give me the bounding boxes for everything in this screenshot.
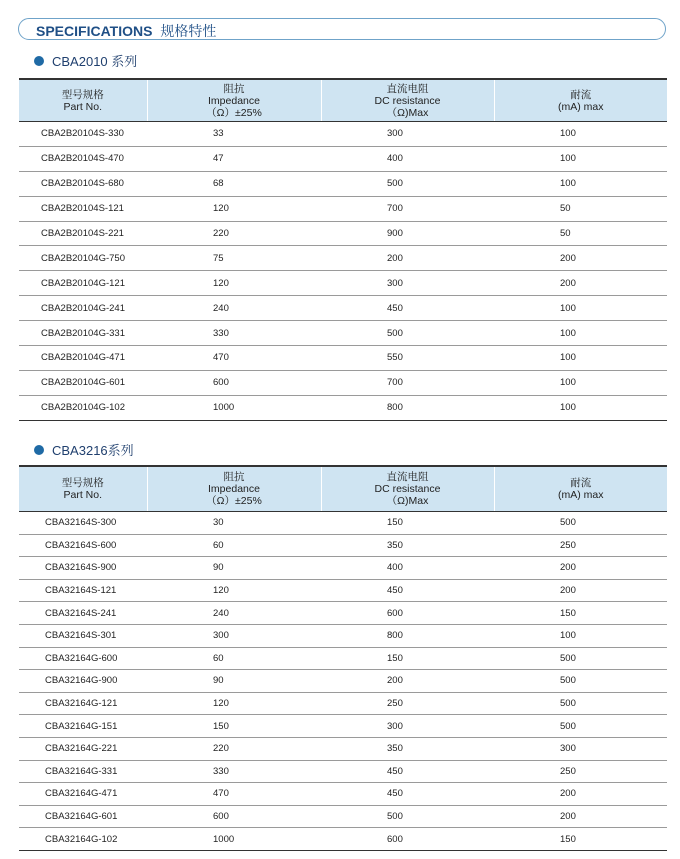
rated-current-cell: 100 (494, 296, 667, 321)
table-row (19, 122, 667, 147)
part-no-cell: CBA2B20104S-121 (19, 196, 147, 221)
impedance-cell: 47 (147, 146, 321, 171)
impedance-cell: 300 (147, 624, 321, 647)
dc-resistance-cell: 450 (321, 579, 494, 602)
dc-resistance-cell: 250 (321, 692, 494, 715)
header-part-no: 型号规格 Part No. (19, 466, 147, 512)
impedance-cell: 120 (147, 271, 321, 296)
rated-current-cell: 200 (494, 557, 667, 580)
header-rated-current: 耐流 (mA) max (494, 79, 667, 122)
impedance-cell: 90 (147, 670, 321, 693)
table-row (19, 534, 667, 557)
part-no-cell: CBA2B20104G-102 (19, 395, 147, 420)
rated-current-cell: 50 (494, 196, 667, 221)
dc-resistance-cell: 350 (321, 737, 494, 760)
dc-resistance-cell: 800 (321, 624, 494, 647)
table-row (19, 196, 667, 221)
table-row (19, 271, 667, 296)
impedance-cell: 120 (147, 579, 321, 602)
part-no-cell: CBA2B20104G-331 (19, 321, 147, 346)
dc-resistance-cell: 500 (321, 805, 494, 828)
table-row (19, 760, 667, 783)
part-no-cell: CBA32164G-471 (19, 783, 147, 806)
table-row (19, 171, 667, 196)
part-no-cell: CBA32164G-102 (19, 828, 147, 851)
header-dc-resistance: 直流电阻 DC resistance （Ω)Max (321, 79, 494, 122)
series1-heading (34, 51, 137, 70)
impedance-cell: 1000 (147, 828, 321, 851)
table-row (19, 146, 667, 171)
impedance-cell: 60 (147, 534, 321, 557)
dc-resistance-cell: 500 (321, 321, 494, 346)
part-no-cell: CBA32164S-301 (19, 624, 147, 647)
header-part-no: 型号规格 Part No. (19, 79, 147, 122)
part-no-cell: CBA2B20104S-221 (19, 221, 147, 246)
table-row (19, 602, 667, 625)
part-no-cell: CBA32164G-121 (19, 692, 147, 715)
header-dc-resistance: 直流电阻 DC resistance （Ω)Max (321, 466, 494, 512)
rated-current-cell: 100 (494, 171, 667, 196)
table-row (19, 805, 667, 828)
table-row (19, 512, 667, 535)
table-row (19, 557, 667, 580)
impedance-cell: 150 (147, 715, 321, 738)
rated-current-cell: 200 (494, 271, 667, 296)
table-row (19, 692, 667, 715)
title-english: SPECIFICATIONS (36, 23, 153, 39)
dc-resistance-cell: 450 (321, 296, 494, 321)
impedance-cell: 470 (147, 783, 321, 806)
part-no-cell: CBA32164G-221 (19, 737, 147, 760)
impedance-cell: 30 (147, 512, 321, 535)
table-row (19, 647, 667, 670)
part-no-cell: CBA32164G-151 (19, 715, 147, 738)
impedance-cell: 120 (147, 692, 321, 715)
specifications-banner (18, 18, 666, 40)
header-impedance: 阻抗 Impedance （Ω）±25% (147, 79, 321, 122)
dc-resistance-cell: 400 (321, 146, 494, 171)
rated-current-cell: 100 (494, 346, 667, 371)
table-row (19, 670, 667, 693)
rated-current-cell: 50 (494, 221, 667, 246)
dc-resistance-cell: 500 (321, 171, 494, 196)
rated-current-cell: 200 (494, 246, 667, 271)
impedance-cell: 240 (147, 602, 321, 625)
table-row (19, 395, 667, 420)
rated-current-cell: 200 (494, 579, 667, 602)
dc-resistance-cell: 600 (321, 828, 494, 851)
table-header-row (19, 79, 667, 122)
dc-resistance-cell: 450 (321, 783, 494, 806)
impedance-cell: 600 (147, 370, 321, 395)
bullet-icon (34, 56, 44, 66)
table-row (19, 296, 667, 321)
dc-resistance-cell: 300 (321, 715, 494, 738)
part-no-cell: CBA32164G-331 (19, 760, 147, 783)
part-no-cell: CBA2B20104G-471 (19, 346, 147, 371)
part-no-cell: CBA2B20104S-680 (19, 171, 147, 196)
rated-current-cell: 500 (494, 715, 667, 738)
table-row (19, 221, 667, 246)
dc-resistance-cell: 600 (321, 602, 494, 625)
table-row (19, 715, 667, 738)
table-row (19, 737, 667, 760)
part-no-cell: CBA2B20104G-750 (19, 246, 147, 271)
dc-resistance-cell: 200 (321, 246, 494, 271)
table-row (19, 246, 667, 271)
part-no-cell: CBA2B20104S-470 (19, 146, 147, 171)
table-row (19, 321, 667, 346)
rated-current-cell: 500 (494, 692, 667, 715)
impedance-cell: 120 (147, 196, 321, 221)
header-rated-current: 耐流 (mA) max (494, 466, 667, 512)
table-row (19, 346, 667, 371)
rated-current-cell: 500 (494, 512, 667, 535)
rated-current-cell: 200 (494, 783, 667, 806)
series2-table-body (19, 512, 667, 851)
rated-current-cell: 250 (494, 760, 667, 783)
rated-current-cell: 100 (494, 395, 667, 420)
rated-current-cell: 250 (494, 534, 667, 557)
series1-table-body (19, 122, 667, 421)
rated-current-cell: 200 (494, 805, 667, 828)
rated-current-cell: 300 (494, 737, 667, 760)
impedance-cell: 330 (147, 760, 321, 783)
bullet-icon (34, 445, 44, 455)
part-no-cell: CBA2B20104G-121 (19, 271, 147, 296)
title-chinese: 规格特性 (160, 23, 217, 39)
series2-table (19, 465, 667, 851)
dc-resistance-cell: 350 (321, 534, 494, 557)
impedance-cell: 1000 (147, 395, 321, 420)
page-title (36, 21, 216, 41)
series1-title: CBA2010 系列 (52, 54, 138, 69)
series2-heading (34, 440, 134, 459)
dc-resistance-cell: 300 (321, 122, 494, 147)
impedance-cell: 240 (147, 296, 321, 321)
rated-current-cell: 150 (494, 828, 667, 851)
table-row (19, 579, 667, 602)
impedance-cell: 220 (147, 221, 321, 246)
header-impedance: 阻抗 Impedance （Ω）±25% (147, 466, 321, 512)
part-no-cell: CBA32164S-600 (19, 534, 147, 557)
table-row (19, 783, 667, 806)
impedance-cell: 60 (147, 647, 321, 670)
rated-current-cell: 100 (494, 370, 667, 395)
dc-resistance-cell: 450 (321, 760, 494, 783)
dc-resistance-cell: 300 (321, 271, 494, 296)
dc-resistance-cell: 700 (321, 370, 494, 395)
table-row (19, 828, 667, 851)
dc-resistance-cell: 150 (321, 647, 494, 670)
rated-current-cell: 100 (494, 321, 667, 346)
table-row (19, 624, 667, 647)
series2-title: CBA3216系列 (52, 443, 134, 458)
impedance-cell: 90 (147, 557, 321, 580)
part-no-cell: CBA32164S-900 (19, 557, 147, 580)
table-row (19, 370, 667, 395)
part-no-cell: CBA32164S-241 (19, 602, 147, 625)
part-no-cell: CBA32164G-600 (19, 647, 147, 670)
series1-table (19, 78, 667, 421)
rated-current-cell: 100 (494, 146, 667, 171)
rated-current-cell: 100 (494, 624, 667, 647)
dc-resistance-cell: 200 (321, 670, 494, 693)
table-header-row (19, 466, 667, 512)
rated-current-cell: 500 (494, 647, 667, 670)
rated-current-cell: 150 (494, 602, 667, 625)
part-no-cell: CBA32164S-121 (19, 579, 147, 602)
dc-resistance-cell: 400 (321, 557, 494, 580)
part-no-cell: CBA2B20104S-330 (19, 122, 147, 147)
dc-resistance-cell: 700 (321, 196, 494, 221)
part-no-cell: CBA2B20104G-601 (19, 370, 147, 395)
part-no-cell: CBA32164G-900 (19, 670, 147, 693)
impedance-cell: 33 (147, 122, 321, 147)
impedance-cell: 75 (147, 246, 321, 271)
impedance-cell: 220 (147, 737, 321, 760)
dc-resistance-cell: 550 (321, 346, 494, 371)
impedance-cell: 470 (147, 346, 321, 371)
rated-current-cell: 500 (494, 670, 667, 693)
impedance-cell: 600 (147, 805, 321, 828)
impedance-cell: 68 (147, 171, 321, 196)
rated-current-cell: 100 (494, 122, 667, 147)
part-no-cell: CBA32164S-300 (19, 512, 147, 535)
part-no-cell: CBA32164G-601 (19, 805, 147, 828)
dc-resistance-cell: 800 (321, 395, 494, 420)
dc-resistance-cell: 900 (321, 221, 494, 246)
impedance-cell: 330 (147, 321, 321, 346)
part-no-cell: CBA2B20104G-241 (19, 296, 147, 321)
dc-resistance-cell: 150 (321, 512, 494, 535)
